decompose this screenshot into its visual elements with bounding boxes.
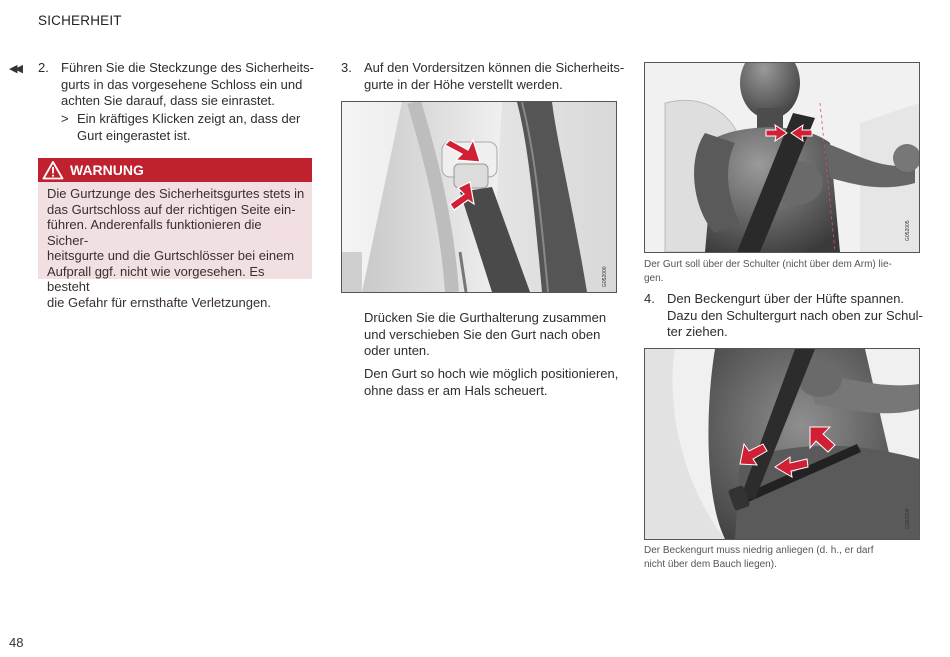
warning-text <box>38 182 312 310</box>
step-4 <box>644 291 934 341</box>
para-line: und verschieben Sie den Gurt nach oben <box>364 326 601 342</box>
caption-line: gen. <box>644 272 664 284</box>
result-marker: > <box>61 111 69 126</box>
warning-line: Aufprall ggf. nicht wie vorgesehen. Es besteht <box>47 263 265 294</box>
belt-adjuster-illustration <box>342 102 616 292</box>
step-3 <box>341 60 626 93</box>
step-line: ter ziehen. <box>667 324 728 339</box>
step-line: achten Sie darauf, dass sie einrastet. <box>61 93 275 108</box>
figure-code: G052005 <box>905 220 911 241</box>
caption-line: Der Gurt soll über der Schulter (nicht über dem Arm) lie- <box>644 259 892 270</box>
step-line: Auf den Vordersitzen können die Sicherheits- <box>364 60 625 75</box>
warning-title: WARNUNG <box>70 162 144 178</box>
warning-box <box>38 158 312 310</box>
step-2 <box>38 60 318 110</box>
figure-belt-height-adjuster <box>341 101 617 293</box>
step-line: Führen Sie die Steckzunge des Sicherheits- <box>61 60 314 75</box>
result-line: Ein kräftiges Klicken zeigt an, dass der <box>77 111 301 126</box>
figure-caption <box>644 258 934 285</box>
step-result <box>61 111 321 144</box>
step-number: 2. <box>38 60 49 75</box>
caption-line: nicht über dem Bauch liegen). <box>644 558 777 570</box>
figure-code: G052004 <box>905 508 911 529</box>
step-number: 4. <box>644 291 655 306</box>
back-chevrons-icon[interactable]: ◀◀ <box>9 63 20 75</box>
warning-line: das Gurtschloss auf der richtigen Seite ein- <box>47 201 296 217</box>
para-line: Den Gurt so hoch wie möglich positionieren, <box>364 366 619 381</box>
figure-lap-belt <box>644 348 920 540</box>
instruction-para <box>364 310 624 360</box>
instruction-para <box>364 366 624 399</box>
warning-line: führen. Anderenfalls funktionieren die Sicher- <box>47 217 262 248</box>
caption-line: Der Beckengurt muss niedrig anliegen (d. h., er darf <box>644 545 874 556</box>
step-line: gurte in der Höhe verstellt werden. <box>364 76 563 92</box>
step-line: Den Beckengurt über der Hüfte spannen. <box>667 291 905 306</box>
para-line: ohne dass er am Hals scheuert. <box>364 382 548 398</box>
figure-code: G052000 <box>602 266 608 287</box>
step-number: 3. <box>341 60 352 75</box>
shoulder-belt-illustration <box>645 63 919 252</box>
para-line: Drücken Sie die Gurthalterung zusammen <box>364 310 607 325</box>
para-line: oder unten. <box>364 343 430 358</box>
warning-line: die Gefahr für ernsthafte Verletzungen. <box>47 294 272 310</box>
lap-belt-illustration <box>645 349 919 539</box>
section-header: SICHERHEIT <box>38 13 122 28</box>
step-line: Dazu den Schultergurt nach oben zur Schul- <box>667 307 923 323</box>
warning-line: heitsgurte und die Gurtschlösser bei einem <box>47 248 295 263</box>
figure-caption <box>644 544 934 571</box>
warning-line: Die Gurtzunge des Sicherheitsgurtes stets in <box>47 186 305 201</box>
figure-shoulder-belt <box>644 62 920 253</box>
warning-triangle-icon <box>42 160 64 180</box>
page-number: 48 <box>9 635 24 650</box>
step-line: gurts in das vorgesehene Schloss ein und <box>61 76 303 92</box>
result-line: Gurt eingerastet ist. <box>77 127 191 143</box>
warning-header <box>38 158 312 182</box>
